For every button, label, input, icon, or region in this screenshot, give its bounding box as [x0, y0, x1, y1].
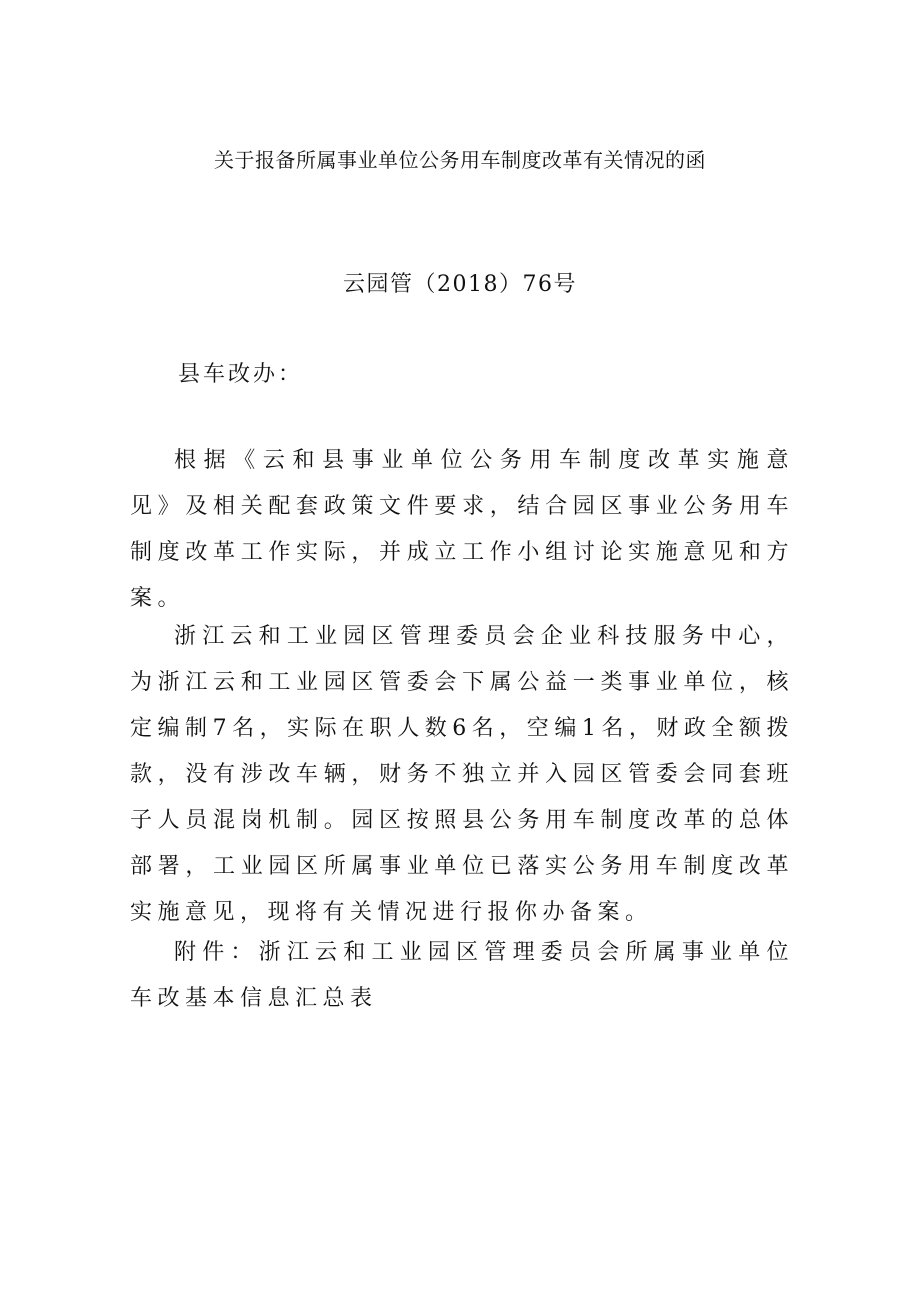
document-title: 关于报备所属事业单位公务用车制度改革有关情况的函	[214, 148, 706, 172]
body-paragraph-basis: 根据《云和县事业单位公务用车制度改革实施意见》及相关配套政策文件要求，结合园区事业公务用车制度改革工作实际，并成立工作小组讨论实施意见和方案。	[130, 448, 794, 611]
attachment-note: 附件：浙江云和工业园区管理委员会所属事业单位车改基本信息汇总表	[130, 940, 794, 1011]
body-paragraph-details: 浙江云和工业园区管理委员会企业科技服务中心，为浙江云和工业园区管委会下属公益一类事业单位，核定编制7名，实际在职人数6名，空编1名，财政全额拨款，没有涉改车辆，财务不独立并入园区管委会同套班子人员混岗机制。园区按照县公务用车制度改革的总体部署，工业园区所属事业单位已落实公务用车制度改革实施意见，现将有关情况进行报你办备案。	[130, 624, 794, 925]
document-number: 云园管（2018）76号	[343, 272, 577, 297]
salutation: 县车改办：	[178, 362, 304, 387]
